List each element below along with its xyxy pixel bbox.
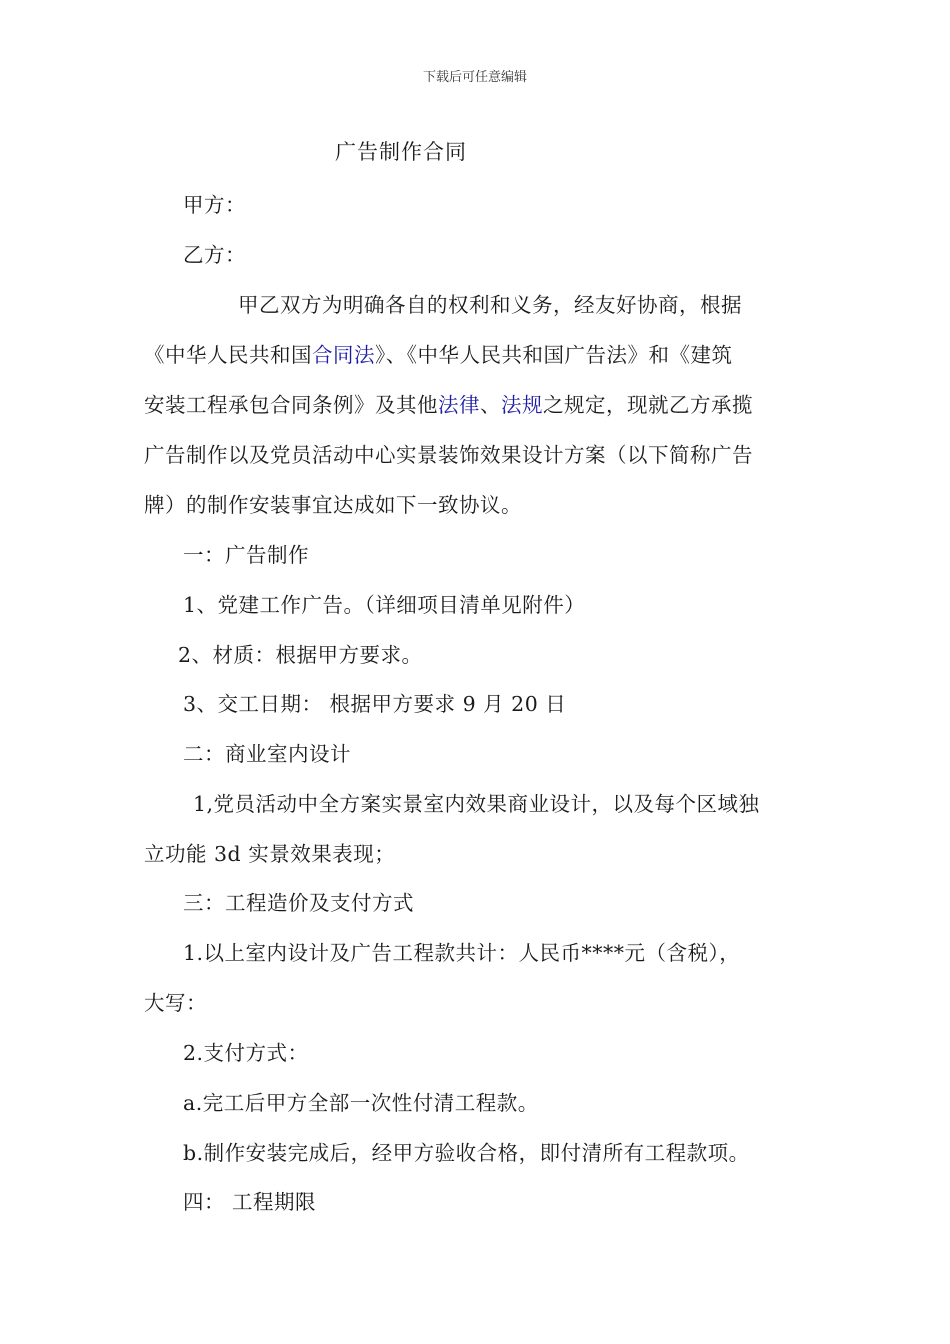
section-1-item-2: 2、材质：根据甲方要求。 (178, 643, 423, 667)
intro-text: 、 (480, 393, 501, 417)
section-2-item-1-line-1: 1,党员活动中全方案实景室内效果商业设计，以及每个区域独 (193, 792, 760, 816)
contract-title: 广告制作合同 (335, 140, 467, 164)
section-2-item-1-line-2: 立功能 3d 实景效果表现； (144, 842, 396, 866)
party-a-label: 甲方： (183, 193, 246, 217)
section-1-item-3: 3、交工日期： 根据甲方要求 9 月 20 日 (183, 692, 567, 716)
section-1-heading: 一：广告制作 (183, 543, 309, 567)
section-3-item-2: 2.支付方式： (183, 1041, 309, 1065)
intro-line-2 (144, 338, 733, 368)
section-2-heading: 二：商业室内设计 (183, 742, 351, 766)
law-link[interactable]: 法律 (438, 393, 480, 417)
section-3-item-a: a.完工后甲方全部一次性付清工程款。 (183, 1091, 539, 1115)
intro-line-3 (144, 388, 753, 418)
section-4-heading: 四： 工程期限 (183, 1190, 317, 1214)
intro-text: 之规定，现就乙方承揽 (543, 393, 753, 417)
intro-text: 《中华人民共和国 (144, 343, 312, 367)
contract-law-link[interactable]: 合同法 (312, 343, 375, 367)
regulation-link[interactable]: 法规 (501, 393, 543, 417)
section-1-item-1: 1、党建工作广告。（详细项目清单见附件） (183, 593, 586, 617)
section-3-heading: 三：工程造价及支付方式 (183, 891, 414, 915)
intro-line-1: 甲乙双方为明确各自的权利和义务，经友好协商，根据 (238, 293, 742, 317)
section-3-item-1-line-2: 大写： (144, 991, 207, 1015)
intro-text: 》、《中华人民共和国广告法》和《建筑 (375, 343, 733, 367)
section-3-item-1-line-1: 1.以上室内设计及广告工程款共计：人民币****元（含税）， (183, 941, 741, 965)
intro-text: 安装工程承包合同条例》及其他 (144, 393, 438, 417)
intro-line-4: 广告制作以及党员活动中心实景装饰效果设计方案（以下简称广告 (144, 443, 753, 467)
section-3-item-b: b.制作安装完成后，经甲方验收合格，即付清所有工程款项。 (183, 1141, 750, 1165)
intro-line-5: 牌）的制作安装事宜达成如下一致协议。 (144, 493, 522, 517)
party-b-label: 乙方： (183, 243, 246, 267)
page-header-note: 下载后可任意编辑 (422, 70, 527, 85)
